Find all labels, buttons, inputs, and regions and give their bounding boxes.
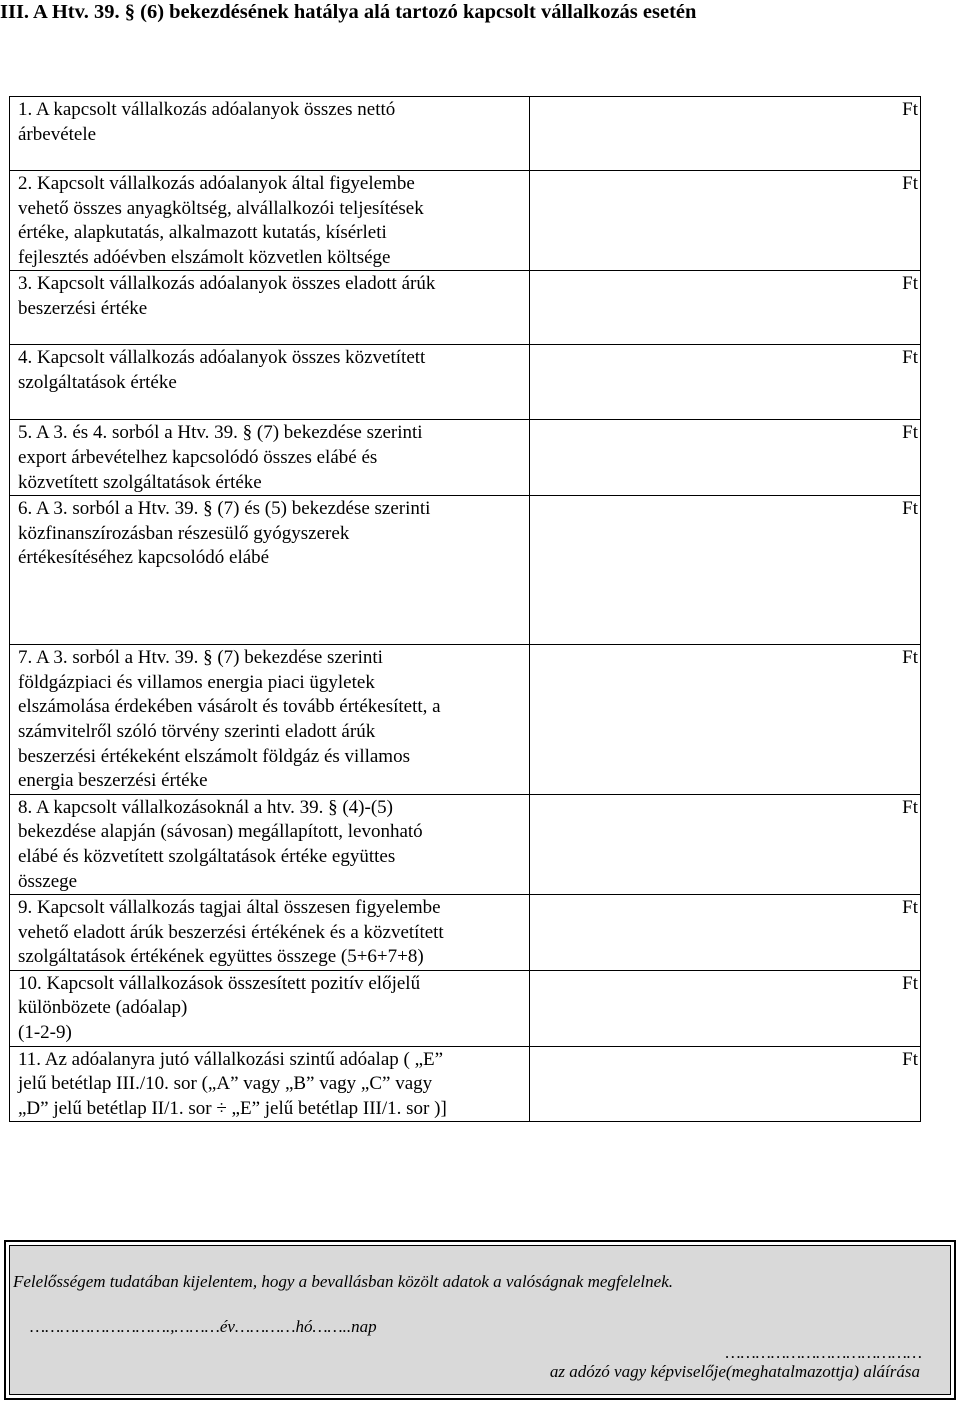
row-label-text: 6. A 3. sorból a Htv. 39. § (7) és (5) bekezdése szerinti közfinanszírozásban részesülő gyógyszerek értékesítéséhez kapcsolódó elábé (18, 498, 431, 569)
table-row (10, 345, 921, 420)
unit-label: Ft (902, 498, 918, 520)
row-label-text: 7. A 3. sorból a Htv. 39. § (7) bekezdése szerinti földgázpiaci és villamos energia piaci ügyletek elszámolása érdekében vásárolt és tovább értékesített, a számvitelről szóló törvény szerinti eladott árúk beszerzési értékeként elszámolt földgáz és villamos energia beszerzési értéke (18, 647, 441, 792)
row-label-text: 4. Kapcsolt vállalkozás adóalanyok összes közvetített szolgáltatások értéke (18, 347, 426, 393)
table-row (10, 171, 921, 271)
row-value-field[interactable] (530, 345, 921, 420)
declaration-statement: Felelősségem tudatában kijelentem, hogy a bevallásban közölt adatok a valóságnak megfelelnek. (13, 1272, 673, 1291)
row-value-field[interactable] (530, 496, 921, 645)
row-label-text: 10. Kapcsolt vállalkozások összesített pozitív előjelű különbözete (adóalap) (1-2-9) (18, 972, 421, 1044)
table-row (10, 496, 921, 645)
row-value-field[interactable] (530, 1046, 921, 1122)
unit-label: Ft (902, 173, 918, 194)
signature-line[interactable]: ………………………………… (725, 1343, 922, 1362)
table-row (10, 794, 921, 894)
form-table (9, 96, 921, 1122)
table-row (10, 895, 921, 971)
row-label (10, 97, 530, 171)
table-row (10, 420, 921, 496)
declaration-box (4, 1240, 956, 1400)
unit-label: Ft (902, 897, 918, 919)
row-label (10, 970, 530, 1046)
section-title: III. A Htv. 39. § (6) bekezdésének hatálya alá tartozó kapcsolt vállalkozás esetén (0, 1, 697, 23)
row-value-field[interactable] (530, 970, 921, 1046)
date-line[interactable]: ……………………….,………év…………hó……..nap (30, 1317, 377, 1336)
table-row (10, 1046, 921, 1122)
row-label (10, 1046, 530, 1122)
row-value-field[interactable] (530, 171, 921, 271)
row-value-field[interactable] (530, 645, 921, 795)
row-value-field[interactable] (530, 420, 921, 496)
unit-label: Ft (902, 347, 918, 369)
row-label-text: 8. A kapcsolt vállalkozásoknál a htv. 39. § (4)-(5) bekezdése alapján (sávosan) megállapított, levonható elábé és közvetített szolgáltatások értéke együttes összege (18, 796, 423, 892)
row-label (10, 794, 530, 894)
table-row (10, 970, 921, 1046)
row-value-field[interactable] (530, 794, 921, 894)
row-label (10, 345, 530, 420)
row-label-text: 2. Kapcsolt vállalkozás adóalanyok által figyelembe vehető összes anyagköltség, alvállalkozói teljesítések értéke, alapkutatás, alkalmazott kutatás, kísérleti fejlesztés adóévben elszámolt közvetlen költsége (18, 173, 424, 268)
unit-label: Ft (902, 273, 918, 295)
unit-label: Ft (902, 1048, 918, 1070)
row-label-text: 9. Kapcsolt vállalkozás tagjai által összesen figyelembe vehető eladott árúk beszerzési értékének és a közvetített szolgáltatások értékének együttes összege (5+6+7+8) (18, 897, 444, 968)
row-label (10, 171, 530, 271)
row-label (10, 496, 530, 645)
table-row (10, 645, 921, 795)
row-label (10, 271, 530, 345)
row-label-text: 5. A 3. és 4. sorból a Htv. 39. § (7) bekezdése szerinti export árbevételhez kapcsolódó összes elábé és közvetített szolgáltatások értéke (18, 422, 423, 493)
row-label-text: 11. Az adóalanyra jutó vállalkozási szintű adóalap ( „E” jelű betétlap III./10. sor („A” vagy „B” vagy „C” vagy „D” jelű betétlap II/1. sor ÷ „E” jelű betétlap III/1. sor )] (18, 1048, 447, 1119)
unit-label: Ft (902, 796, 918, 818)
unit-label: Ft (902, 99, 918, 120)
row-label (10, 420, 530, 496)
row-value-field[interactable] (530, 97, 921, 171)
table-row (10, 97, 921, 171)
row-label-text: 3. Kapcsolt vállalkozás adóalanyok összes eladott árúk beszerzési értéke (18, 273, 436, 319)
signature-label: az adózó vagy képviselője(meghatalmazottja) aláírása (549, 1362, 920, 1381)
unit-label: Ft (902, 647, 918, 669)
table-row (10, 271, 921, 345)
declaration-panel (9, 1245, 951, 1395)
unit-label: Ft (902, 972, 918, 994)
row-label-text: 1. A kapcsolt vállalkozás adóalanyok összes nettó árbevétele (18, 99, 396, 145)
row-value-field[interactable] (530, 895, 921, 971)
row-value-field[interactable] (530, 271, 921, 345)
row-label (10, 645, 530, 795)
unit-label: Ft (902, 422, 918, 444)
row-label (10, 895, 530, 971)
